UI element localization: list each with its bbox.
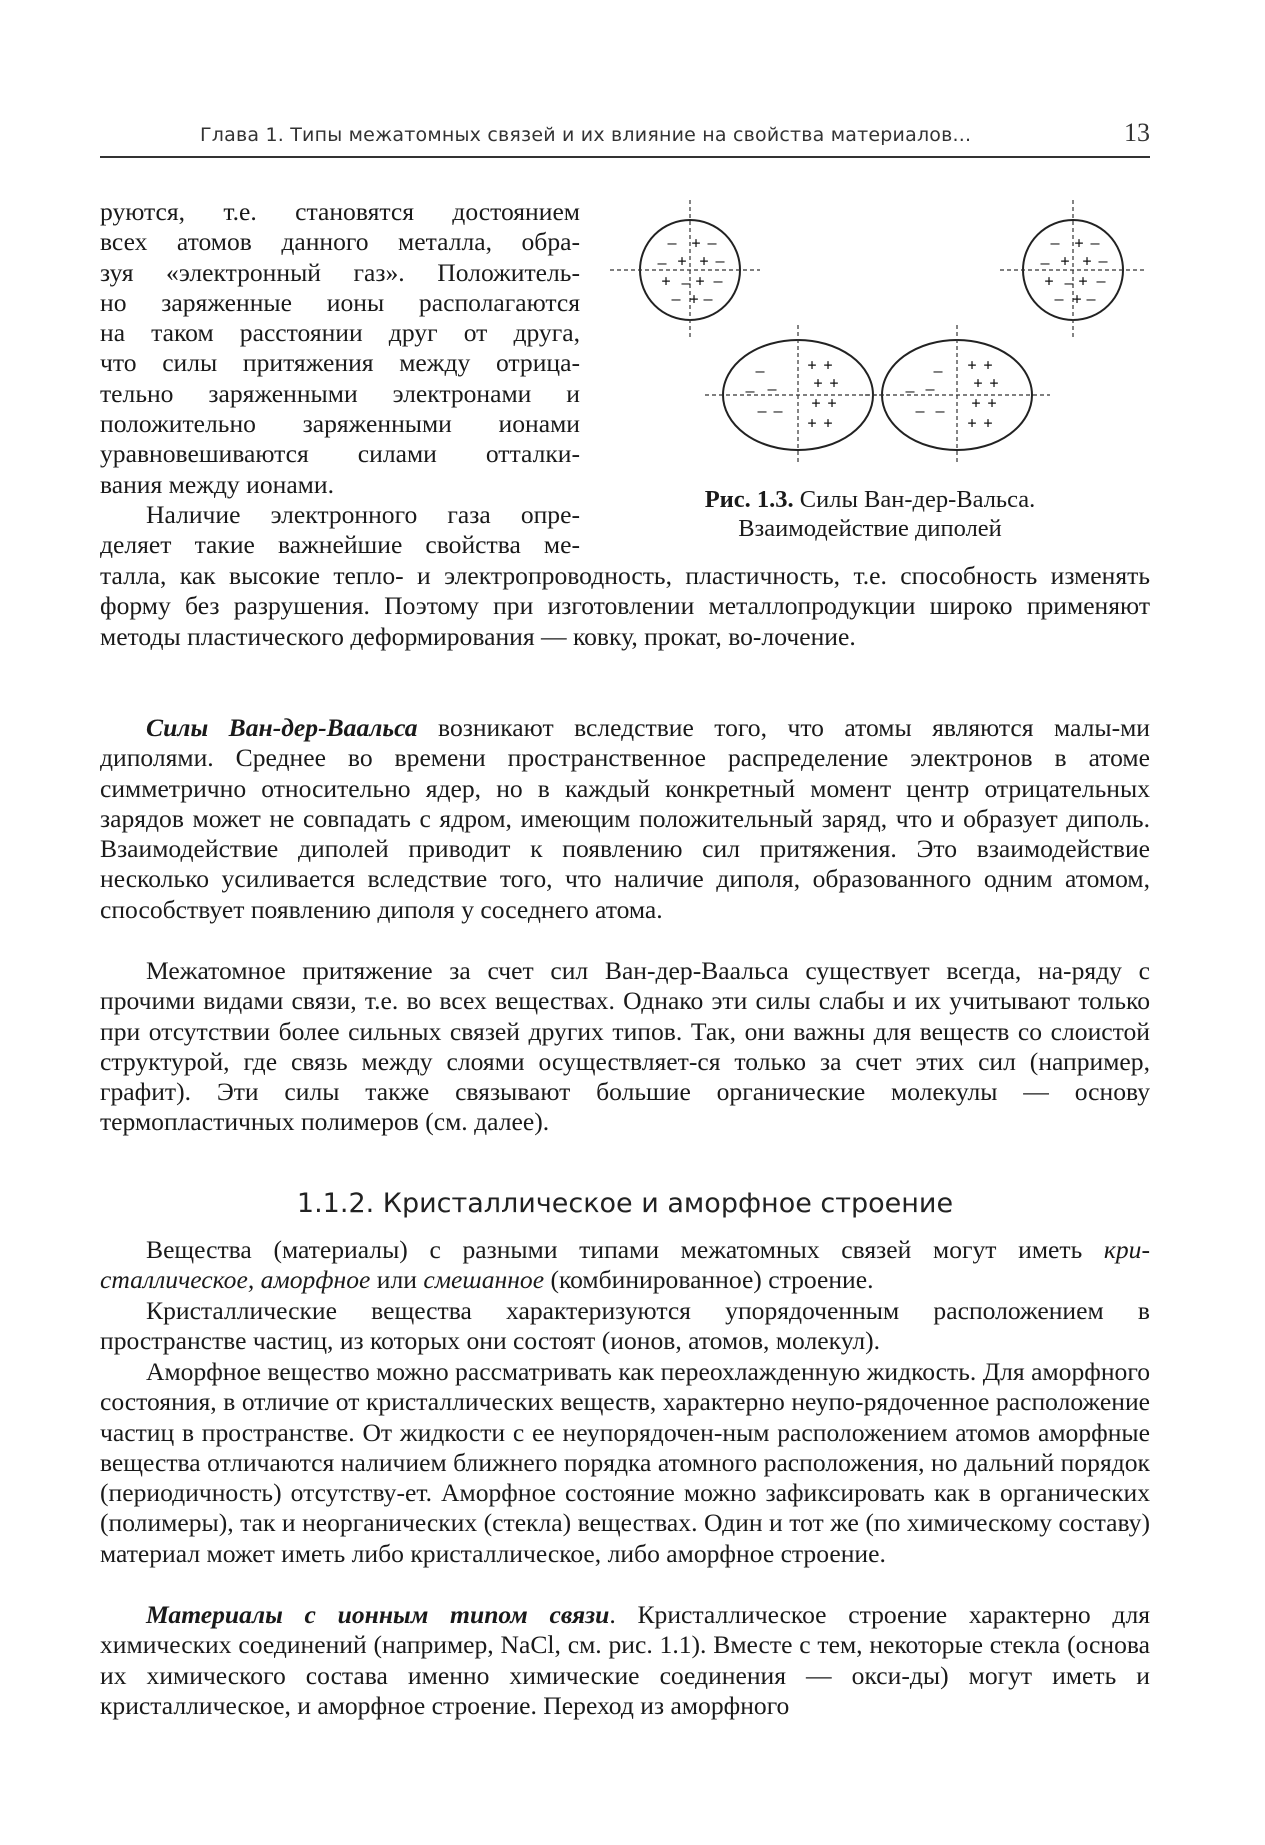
paragraph: Кристаллические вещества характеризуются упорядоченным расположением в пространстве частиц, из которых они состоят (ионов, атомов, молекул).: [100, 1296, 1150, 1356]
plus-sign: +: [1082, 252, 1092, 270]
paragraph: талла, как высокие тепло- и электропроводность, пластичность, т.е. способность изменять форму без разрушения. Поэтому при изготовлении металлопродукции широко применяют методы пластического деформирования — ковку, прокат, во-лочение.: [100, 561, 1150, 651]
minus-sign: –: [681, 274, 691, 292]
minus-sign: –: [925, 380, 935, 398]
minus-sign: –: [905, 382, 915, 400]
minus-sign: –: [755, 362, 765, 380]
plus-sign: +: [987, 394, 997, 412]
plus-sign: +: [1072, 290, 1082, 308]
caption-line2: Взаимодействие диполей: [738, 515, 1002, 542]
intro-line: руются, т.е. становятся достоянием: [100, 197, 580, 226]
minus-sign: –: [1096, 272, 1106, 290]
minus-sign: –: [657, 254, 667, 272]
plus-sign: +: [691, 234, 701, 252]
plus-sign: +: [1078, 272, 1088, 290]
intro-line: уравновешиваются силами отталки-: [100, 439, 580, 469]
intro-line: тельно заряженными электронами и: [100, 378, 580, 408]
plus-sign: +: [677, 252, 687, 270]
paragraph: Межатомное притяжение за счет сил Ван-дер-Ваальса существует всегда, на-ряду с прочими видами связи, т.е. во всех веществах. Однако эти силы слабы и их учитывают только при отсутствии более сильных связей других типов. Так, они важны для веществ со слоистой структурой, где связь между слоями осуществляет-ся только за счет этих сил (например, графит). Эти силы также связывают большие органические молекулы — основу термопластичных полимеров (см. далее).: [100, 956, 1150, 1137]
minus-sign: –: [933, 362, 943, 380]
amorph-paragraph: [100, 1357, 1150, 1569]
minus-sign: –: [757, 402, 767, 420]
plus-sign: +: [827, 394, 837, 412]
section-heading: 1.1.2. Кристаллическое и аморфное строение: [296, 1188, 954, 1219]
figure-label: Рис. 1.3.: [704, 486, 794, 513]
minus-sign: –: [1064, 274, 1074, 292]
paragraph-text: . Кристаллическое строение характерно для химических соединений (например, NaCl, см. рис. 1.1). Вместе с тем, некоторые стекла (основа их химического состава именно химические соединения — окси-ды) могут иметь и кристаллическое, и аморфное строение. Переход из аморфного: [100, 1600, 1150, 1720]
plus-sign: +: [811, 394, 821, 412]
minus-sign: –: [1086, 290, 1096, 308]
minus-sign: –: [667, 234, 677, 252]
minus-sign: –: [745, 382, 755, 400]
term-ionic: Материалы с ионным типом связи: [146, 1600, 610, 1629]
gas-line: деляет такие важнейшие свойства ме-: [100, 530, 580, 560]
plus-sign: +: [971, 394, 981, 412]
crystal-paragraph: [100, 1296, 1150, 1357]
running-header: [200, 118, 1150, 154]
minus-sign: –: [1040, 254, 1050, 272]
intro-line: но заряженные ионы располагаются: [100, 287, 580, 317]
plus-sign: +: [807, 356, 817, 374]
page-number: 13: [1124, 118, 1150, 147]
term-vdw: Силы Ван-дер-Ваальса: [146, 713, 418, 742]
plus-sign: +: [967, 356, 977, 374]
paragraph-text: возникают вследствие того, что атомы являются малы-ми диполями. Среднее во времени пространственное распределение электронов в атоме симметрично относительно ядер, но в каждый конкретный момент центр отрицательных зарядов может не совпадать с ядром, имеющим положительный заряд, что и образует диполь. Взаимодействие диполей приводит к появлению сил притяжения. Это взаимодействие несколько усиливается вследствие того, что наличие диполя, образованного одним атомом, способствует появлению диполя у соседнего атома.: [100, 713, 1150, 924]
minus-sign: –: [713, 272, 723, 290]
minus-sign: –: [767, 380, 777, 398]
minus-sign: –: [715, 252, 725, 270]
plus-sign: +: [807, 414, 817, 432]
intro-line: зуя «электронный газ». Положитель-: [100, 257, 580, 287]
plus-sign: +: [823, 356, 833, 374]
plus-sign: +: [983, 356, 993, 374]
minus-sign: –: [935, 402, 945, 420]
header-rule: [100, 156, 1150, 158]
minus-sign: –: [671, 290, 681, 308]
gas-line: Наличие электронного газа опре-: [146, 499, 580, 529]
plus-sign: +: [661, 272, 671, 290]
intro-line: вания между ионами.: [100, 469, 334, 499]
caption-line1: Силы Ван-дер-Вальса.: [799, 486, 1036, 513]
plus-sign: +: [829, 374, 839, 392]
plus-sign: +: [1074, 234, 1084, 252]
intro-line: на таком расстоянии друг от друга,: [100, 318, 580, 348]
plus-sign: +: [695, 272, 705, 290]
intro-line: что силы притяжения между отрица-: [100, 348, 580, 378]
materials-paragraph: Вещества (материалы) с разными типами межатомных связей могут иметь кри-сталлическое, аморфное или смешанное (комбинированное) строение.: [100, 1235, 1150, 1295]
minus-sign: –: [773, 402, 783, 420]
minus-sign: –: [1090, 234, 1100, 252]
paragraph: Аморфное вещество можно рассматривать как переохлажденную жидкость. Для аморфного состояния, в отличие от кристаллических веществ, характерно неупо-рядоченное расположение частиц в пространстве. От жидкости с ее неупорядочен-ным расположением атомов аморфные вещества отличаются наличием ближнего порядка атомного расположения, но дальний порядок (периодичность) отсутству-ет. Аморфное состояние можно зафиксировать как в органических (полимеры), так и неорганических (стекла) веществах. Один и тот же (по химическому составу) материал может иметь либо кристаллическое, либо аморфное строение.: [100, 1357, 1150, 1568]
vdw-paragraph: [100, 713, 1150, 925]
interatomic-paragraph: [100, 956, 1150, 1138]
plus-sign: +: [1044, 272, 1054, 290]
chapter-title: Глава 1. Типы межатомных связей и их влияние на свойства материалов...: [200, 124, 972, 146]
minus-sign: –: [915, 402, 925, 420]
dipole-diagram: [600, 200, 1150, 480]
plus-sign: +: [967, 414, 977, 432]
minus-sign: –: [703, 290, 713, 308]
plus-sign: +: [1060, 252, 1070, 270]
ionic-paragraph: [100, 1600, 1150, 1721]
plus-sign: +: [989, 374, 999, 392]
plus-sign: +: [823, 414, 833, 432]
plus-sign: +: [689, 290, 699, 308]
intro-column: [100, 197, 580, 561]
minus-sign: –: [1050, 234, 1060, 252]
plus-sign: +: [813, 374, 823, 392]
gas-paragraph-continued: [100, 561, 1150, 652]
plus-sign: +: [973, 374, 983, 392]
plus-sign: +: [699, 252, 709, 270]
intro-line: всех атомов данного металла, обра-: [100, 227, 580, 257]
minus-sign: –: [1054, 290, 1064, 308]
minus-sign: –: [707, 234, 717, 252]
minus-sign: –: [1098, 252, 1108, 270]
intro-line: положительно заряженными ионами: [100, 409, 580, 439]
plus-sign: +: [983, 414, 993, 432]
figure-caption: [630, 485, 1110, 543]
